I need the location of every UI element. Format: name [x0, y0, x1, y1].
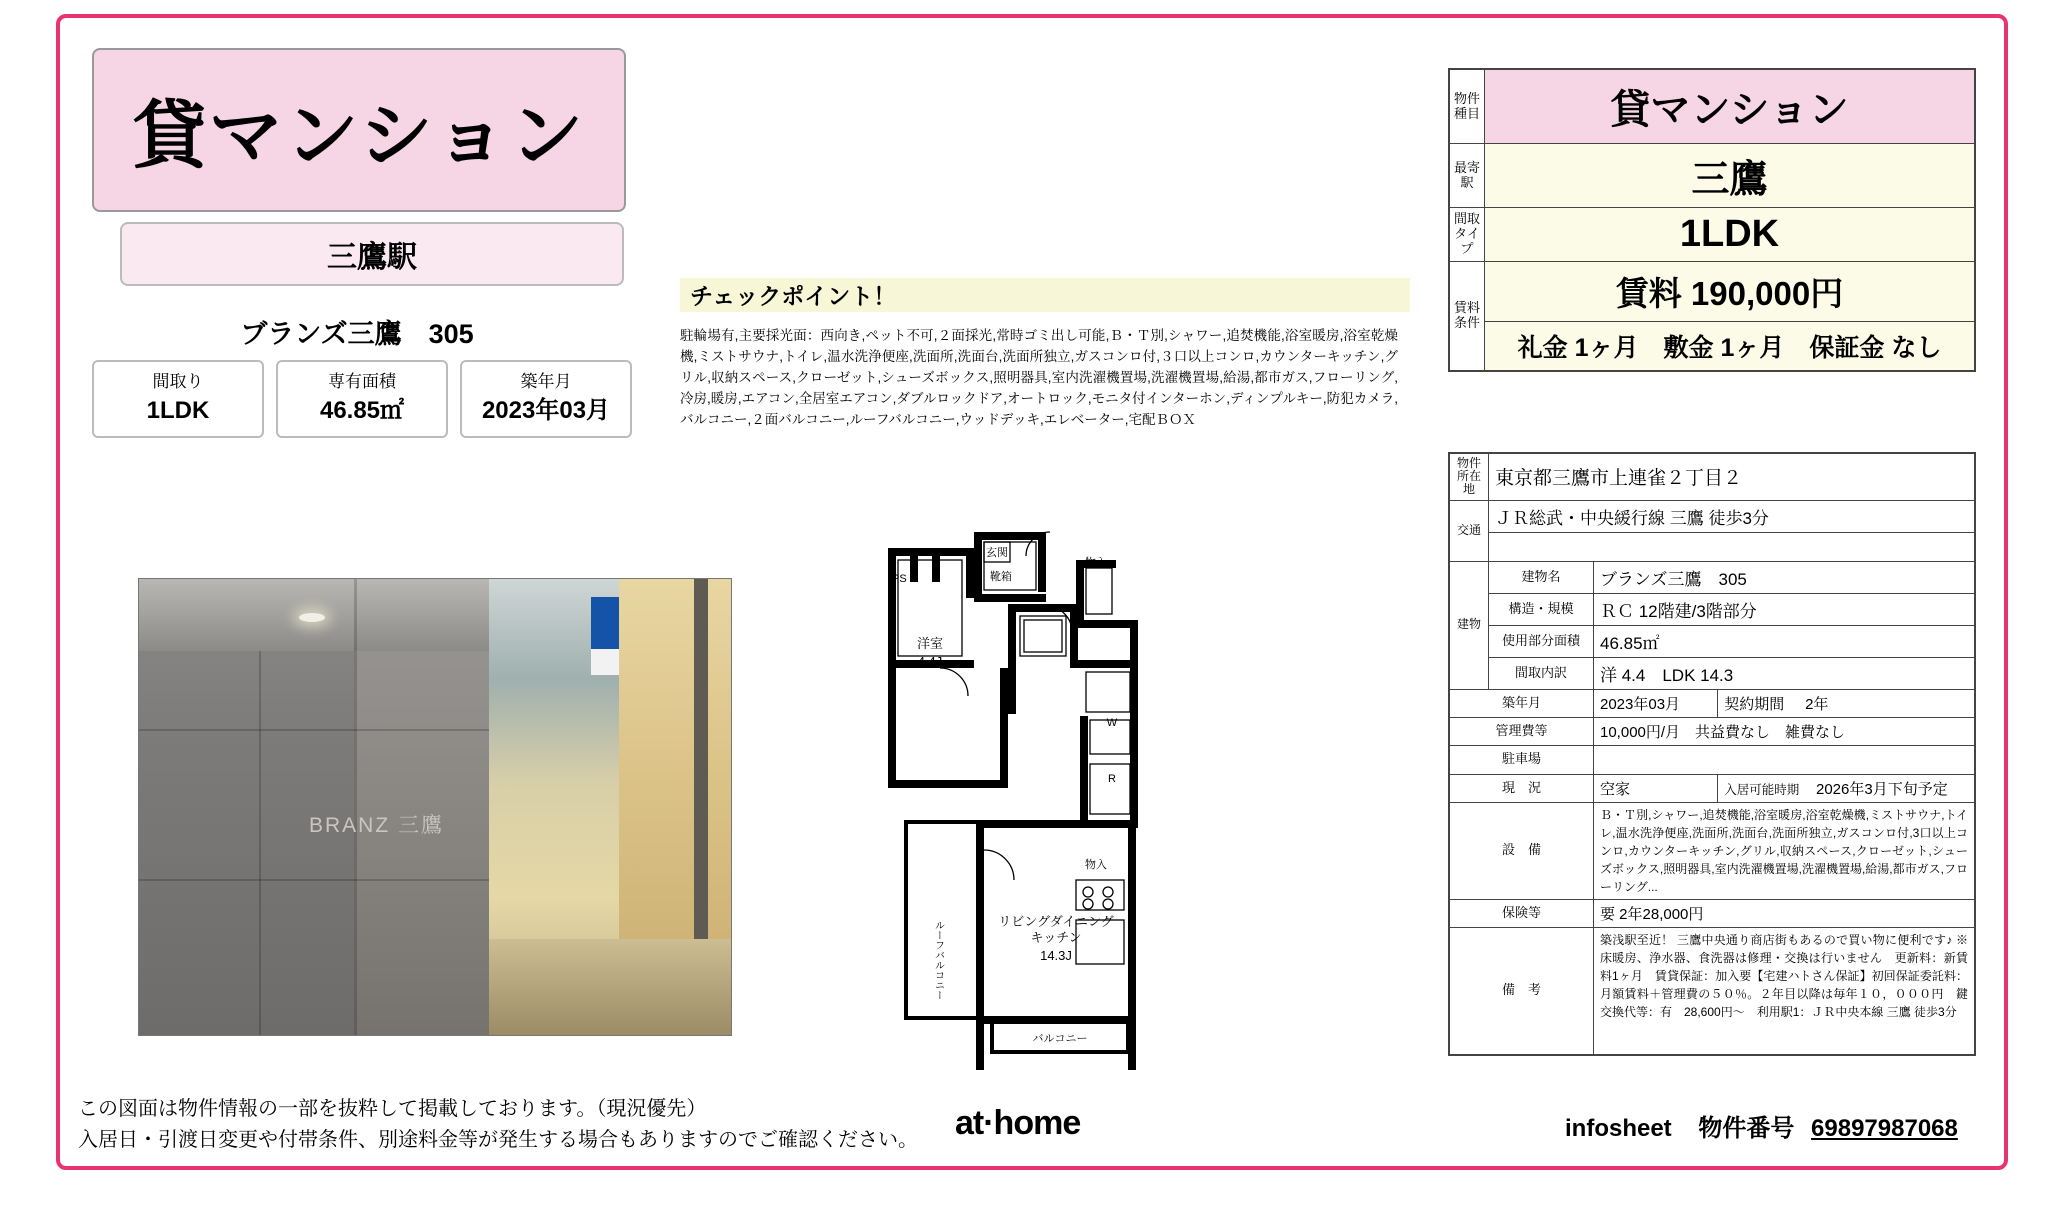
detail-access-value: ＪＲ総武・中央緩行線 三鷹 徒歩3分: [1489, 500, 1976, 532]
summary-layout-label: 間取タイプ: [1449, 208, 1485, 262]
detail-row-layout-breakdown: [1449, 657, 1975, 689]
detail-layout-label: 間取内訳: [1489, 657, 1594, 689]
plan-label-mb2: MB: [936, 547, 953, 559]
summary-rent-value: 賃料 190,000円: [1485, 261, 1976, 321]
detail-insurance-value: 要 2年28,000円: [1594, 899, 1976, 927]
spec-area-label: 専有面積: [328, 372, 396, 392]
detail-row-address: [1449, 453, 1975, 500]
station-badge-text: 三鷹駅: [327, 241, 417, 274]
detail-building-name-value: ブランズ三鷹 305: [1594, 561, 1976, 593]
plan-room2-name: リビングダイニング: [998, 914, 1114, 929]
detail-status-label: 現 況: [1449, 774, 1594, 802]
detail-row-mgmt: [1449, 717, 1975, 745]
photo-tile-line: [354, 579, 357, 1035]
plan-room1-size: 4.4J: [917, 654, 943, 669]
detail-row-area: [1449, 625, 1975, 657]
plan-label-storage1: 物入: [1085, 557, 1107, 569]
summary-station-value: 三鷹: [1485, 144, 1976, 208]
plan-label-ps: PS: [892, 573, 907, 585]
detail-remarks-value: 築浅駅至近！ 三鷹中央通り商店街もあるので買い物に便利です♪ ※床暖房、浄水器、食洗器は修理・交換は行いません 更新料：新賃料1ヶ月 賃貸保証：加入要【宅建ハトさん保証】初回保証委託料：月額賃料＋管理費の５０％。２年目以降は毎年１０，０００円 鍵交換代等：有 28,600円～ 利用駅1：ＪＲ中央本線 三鷹 徒歩3分: [1594, 927, 1976, 1055]
plan-balcony-label: バルコニー: [1032, 1033, 1088, 1045]
detail-access-label: 交通: [1449, 500, 1489, 561]
plan-room2-name2: キッチン: [1030, 930, 1082, 945]
summary-station-label: 最寄駅: [1449, 144, 1485, 208]
summary-table: [1448, 68, 1976, 372]
spec-row: [92, 360, 632, 438]
property-type-title-text: 貸マンション: [132, 94, 586, 177]
plan-label-storage2: 物入: [1085, 859, 1107, 871]
infosheet-label: infosheet: [1565, 1115, 1672, 1142]
detail-row-remarks: [1449, 927, 1975, 1055]
spec-area: [276, 360, 448, 438]
spec-built: [460, 360, 632, 438]
summary-row-deposit: [1449, 321, 1975, 371]
summary-row-type: [1449, 69, 1975, 144]
summary-layout-value: 1LDK: [1485, 208, 1976, 262]
detail-layout-value: 洋 4.4 LDK 14.3: [1594, 657, 1976, 689]
detail-equipment-label: 設 備: [1449, 802, 1594, 899]
detail-mgmt-value: 10,000円/月 共益費なし 雑費なし: [1594, 717, 1976, 745]
detail-parking-value: [1594, 745, 1976, 774]
detail-contract-label: 契約期間: [1724, 695, 1785, 713]
photo-tile-line: [259, 651, 261, 1035]
plan-label-shoe: 靴箱: [990, 571, 1012, 583]
checkpoint-body: 駐輪場有,主要採光面：西向き,ペット不可,２面採光,常時ゴミ出し可能,Ｂ・Ｔ別,シャワー,追焚機能,浴室暖房,浴室乾燥機,ミストサウナ,トイレ,温水洗浄便座,洗面所,洗面台,洗面所独立,ガスコンロ付,３口以上コンロ,カウンターキッチン,グリル,収納スペース,クローゼット,シューズボックス,照明器具,室内洗濯機置場,洗濯機置場,給湯,都市ガス,フローリング,冷房,暖房,エアコン,全居室エアコン,ダブルロックドア,オートロック,モニタ付インターホン,ディンプルキー,防犯カメラ,バルコニー,２面バルコニー,ルーフバルコニー,ウッドデッキ,エレベーター,宅配ＢＯＸ: [680, 328, 1398, 427]
plan-label-entry: 玄関: [986, 547, 1008, 559]
detail-contract-cell: [1718, 689, 1975, 717]
detail-equipment-value: Ｂ・Ｔ別,シャワー,追焚機能,浴室暖房,浴室乾燥機,ミストサウナ,トイレ,温水洗浄便座,洗面所,洗面台,洗面所独立,ガスコンロ付,3口以上コンロ,カウンターキッチン,グリル,収納スペース,クローゼット,シューズボックス,照明器具,室内洗濯機置場,洗濯機置場,給湯,都市ガス,フローリング...: [1594, 802, 1976, 899]
detail-movein-cell: [1718, 774, 1975, 802]
detail-row-access: [1449, 500, 1975, 532]
summary-type-value: 貸マンション: [1485, 69, 1976, 144]
detail-insurance-label: 保険等: [1449, 899, 1594, 927]
detail-row-insurance: [1449, 899, 1975, 927]
floor-plan: [880, 520, 1250, 1070]
detail-table: [1448, 452, 1976, 1056]
building-name: ブランズ三鷹 305: [240, 319, 474, 349]
detail-remarks-label: 備 考: [1449, 927, 1594, 1055]
footer-note-2: 入居日・引渡日変更や付帯条件、別途料金等が発生する場合もありますのでご確認ください。: [78, 1129, 918, 1151]
summary-deposit-value: 礼金 1ヶ月 敷金 1ヶ月 保証金 なし: [1485, 321, 1976, 371]
plan-label-mb: MB: [906, 547, 923, 559]
detail-status-value: 空家: [1594, 774, 1718, 802]
athome-logo: at·home: [955, 1104, 1081, 1142]
photo-floor: [489, 939, 731, 1035]
spec-layout-value: 1LDK: [146, 397, 210, 425]
detail-mgmt-label: 管理費等: [1449, 717, 1594, 745]
spec-layout-label: 間取り: [152, 372, 204, 392]
plan-label-w: W: [1106, 717, 1118, 729]
footer-notes: [78, 1094, 918, 1156]
property-type-title: [92, 48, 626, 212]
summary-row-rent: [1449, 261, 1975, 321]
detail-contract-value: 2年: [1805, 695, 1829, 713]
photo-tile-line: [139, 729, 489, 731]
detail-parking-label: 駐車場: [1449, 745, 1594, 774]
detail-built-value: 2023年03月: [1594, 689, 1718, 717]
photo-building-logo: BRANZ 三鷹: [309, 814, 445, 837]
detail-row-built: [1449, 689, 1975, 717]
photo-white-sign: [591, 649, 619, 675]
spec-built-value: 2023年03月: [481, 397, 611, 425]
detail-row-parking: [1449, 745, 1975, 774]
summary-type-label: 物件種目: [1449, 69, 1485, 144]
summary-row-station: [1449, 144, 1975, 208]
station-badge: [120, 222, 624, 286]
detail-row-building-name: [1449, 561, 1975, 593]
detail-row-status: [1449, 774, 1975, 802]
detail-structure-value: ＲＣ 12階建/3階部分: [1594, 593, 1976, 625]
plan-room2-size: 14.3J: [1040, 948, 1072, 963]
plan-label-r: R: [1108, 773, 1116, 785]
property-no-value: 69897987068: [1811, 1115, 1958, 1142]
summary-rent-label: 賃料条件: [1449, 261, 1485, 371]
detail-address-value: 東京都三鷹市上連雀２丁目２: [1489, 453, 1976, 500]
detail-row-equipment: [1449, 802, 1975, 899]
infosheet-block: [1565, 1108, 1958, 1143]
detail-movein-value: 2026年3月下旬予定: [1815, 780, 1948, 798]
detail-access-value2: [1489, 532, 1976, 561]
detail-built-label: 築年月: [1449, 689, 1594, 717]
photo-blue-sign: [591, 597, 619, 649]
summary-row-layout: [1449, 208, 1975, 262]
detail-area-value: 46.85㎡: [1594, 625, 1976, 657]
plan-room1-name: 洋室: [916, 636, 944, 651]
property-no-label: 物件番号: [1698, 1115, 1795, 1142]
detail-building-label: 建物: [1449, 561, 1489, 689]
detail-row-access2: [1449, 532, 1975, 561]
photo-tile-line: [139, 879, 489, 881]
detail-building-name-label: 建物名: [1489, 561, 1594, 593]
detail-movein-label: 入居可能時期: [1724, 782, 1800, 797]
spec-built-label: 築年月: [520, 372, 572, 392]
entrance-photo: [138, 578, 732, 1036]
checkpoint-title: チェックポイント！: [680, 278, 1410, 312]
detail-row-structure: [1449, 593, 1975, 625]
detail-address-label: 物件所在地: [1449, 453, 1489, 500]
detail-area-label: 使用部分面積: [1489, 625, 1594, 657]
footer-note-1: この図面は物件情報の一部を抜粋して掲載しております。（現況優先）: [78, 1098, 707, 1120]
spec-layout: [92, 360, 264, 438]
detail-structure-label: 構造・規模: [1489, 593, 1594, 625]
spec-area-value: 46.85㎡: [319, 397, 405, 425]
photo-ceiling-light: [299, 613, 325, 622]
plan-roof-balcony-label: ルーフバルコニー: [932, 920, 944, 1000]
